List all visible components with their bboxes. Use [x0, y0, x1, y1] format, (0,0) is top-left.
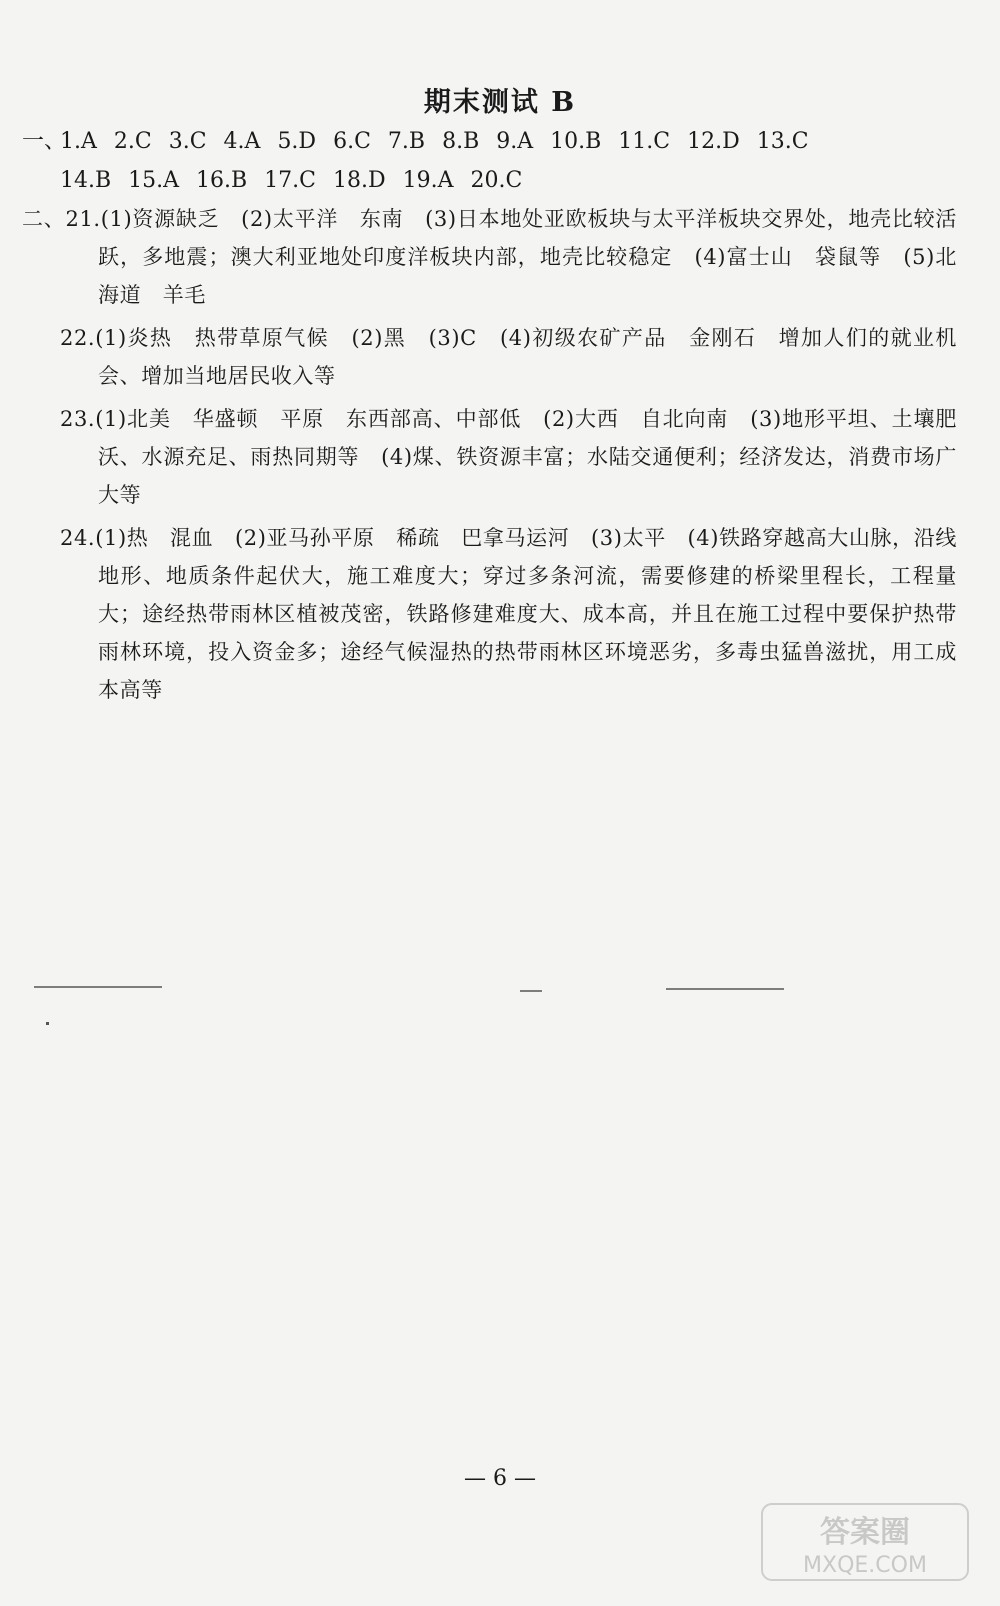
mc-answer: 10.B — [550, 129, 602, 154]
mc-answer: 15.A — [128, 168, 180, 193]
scan-rule-left — [34, 986, 162, 988]
answer-23-text: 23.(1)北美 华盛顿 平原 东西部高、中部低 (2)大西 自北向南 (3)地形平坦、土壤肥沃、水源充足、雨热同期等 (4)煤、铁资源丰富；水陆交通便利；经济发达，消费市场广大等 — [60, 407, 957, 507]
section-two-marker: 二、 — [22, 207, 66, 231]
mc-answer: 18.D — [333, 168, 386, 193]
mc-answer: 1.A — [60, 129, 97, 154]
mc-answer: 13.C — [756, 129, 809, 154]
answer-21-text: 21.(1)资源缺乏 (2)太平洋 东南 (3)日本地处亚欧板块与太平洋板块交界处，地壳比较活跃，多地震；澳大利亚地处印度洋板块内部，地壳比较稳定 (4)富士山 袋鼠等 (5)北海道 羊毛 — [65, 207, 957, 307]
mc-answer: 6.C — [333, 129, 371, 154]
answer-24-text: 24.(1)热 混血 (2)亚马孙平原 稀疏 巴拿马运河 (3)太平 (4)铁路穿越高大山脉，沿线地形、地质条件起伏大，施工难度大；穿过多条河流，需要修建的桥梁里程长，工程量大；途经热带雨林区植被茂密，铁路修建难度大、成本高，并且在施工过程中要保护热带雨林环境，投入资金多；途经气候湿热的热带雨林区环境恶劣，多毒虫猛兽滋扰，用工成本高等 — [60, 526, 957, 702]
short-answer-section — [22, 200, 957, 709]
watermark-logo — [760, 1502, 970, 1582]
page-title: 期末测试 B — [423, 87, 577, 118]
scan-rule-center — [520, 990, 542, 992]
mc-answer: 9.A — [496, 129, 534, 154]
svg-text:MXQE.COM: MXQE.COM — [803, 1553, 927, 1578]
mc-answer: 2.C — [113, 129, 152, 154]
mc-answer: 17.C — [264, 168, 317, 193]
mc-answer: 11.C — [618, 129, 671, 154]
mc-answer: 7.B — [387, 129, 426, 154]
answer-22 — [22, 319, 957, 395]
mc-answer: 4.A — [223, 129, 261, 154]
mc-row-1 — [22, 122, 982, 161]
mc-answer: 14.B — [60, 168, 112, 193]
mc-answer: 3.C — [168, 129, 207, 154]
answer-23 — [22, 400, 957, 514]
mc-answer: 19.A — [402, 168, 454, 193]
answer-21 — [22, 200, 957, 314]
mc-answer: 5.D — [277, 129, 317, 154]
scan-mark — [46, 1022, 49, 1025]
mc-answer: 16.B — [196, 168, 248, 193]
section-one-marker: 一、 — [22, 129, 67, 154]
multiple-choice-answers — [22, 122, 982, 200]
answer-24 — [22, 519, 957, 709]
mc-answer: 12.D — [687, 129, 740, 154]
page-number: — 6 — — [464, 1466, 536, 1491]
answer-22-text: 22.(1)炎热 热带草原气候 (2)黑 (3)C (4)初级农矿产品 金刚石 增加人们的就业机会、增加当地居民收入等 — [60, 326, 957, 388]
scan-rule-right — [666, 988, 784, 990]
mc-answer: 20.C — [470, 168, 523, 193]
mc-row-2 — [22, 161, 982, 200]
mc-answer: 8.B — [442, 129, 480, 154]
svg-text:答案圈: 答案圈 — [820, 1515, 910, 1550]
